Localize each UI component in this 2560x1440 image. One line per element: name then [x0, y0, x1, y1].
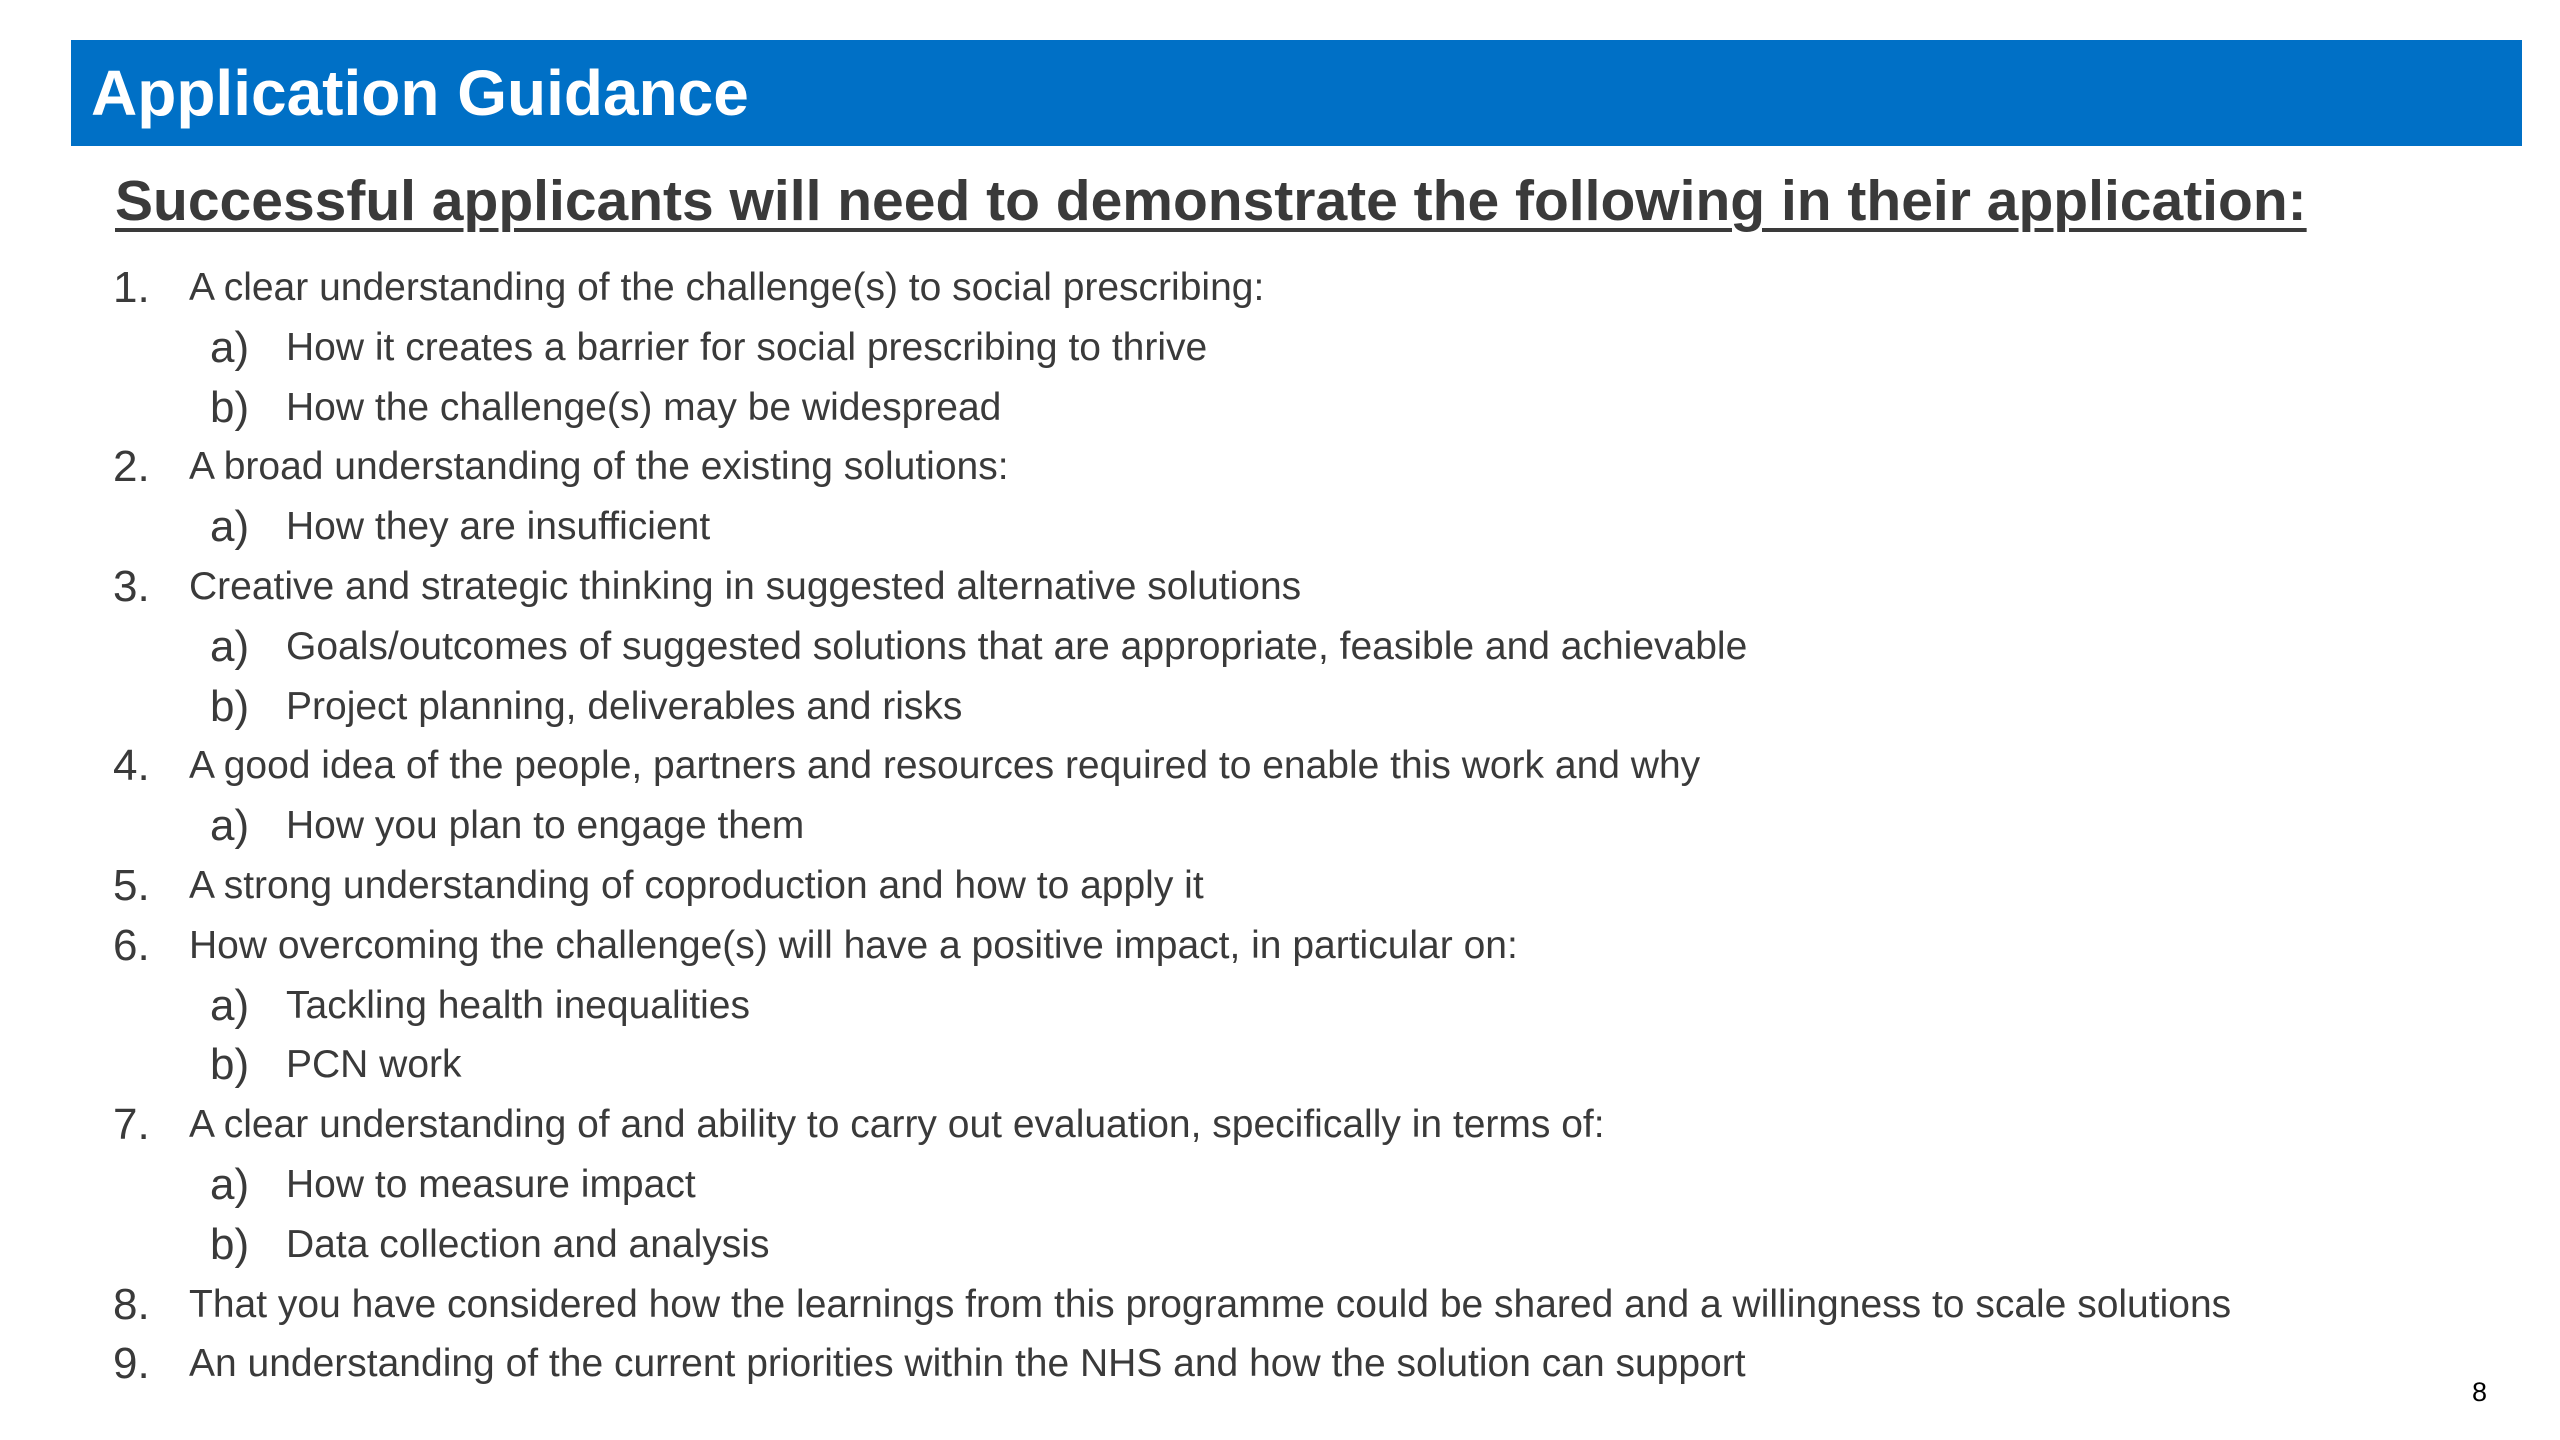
list-item — [113, 1275, 2493, 1335]
list-item-text: A clear understanding of the challenge(s) to social prescribing: — [189, 266, 1265, 309]
sub-list-item — [113, 378, 2493, 438]
list-item-text: PCN work — [286, 1043, 462, 1087]
list-item-marker: 5. — [113, 860, 150, 910]
list-item-text: A broad understanding of the existing solutions: — [189, 445, 1009, 489]
list-item-marker: 1. — [113, 263, 150, 312]
list-item-marker: 7. — [113, 1100, 150, 1150]
list-item-text: How to measure impact — [286, 1162, 696, 1206]
list-item-text: A strong understanding of coproduction and how to apply it — [189, 863, 1204, 907]
list-item-text: Data collection and analysis — [286, 1222, 770, 1266]
list-item — [113, 736, 2493, 796]
list-item-marker: 2. — [113, 442, 150, 492]
list-item-marker: 6. — [113, 920, 150, 970]
list-item-text: That you have considered how the learnings from this programme could be shared and a willingness to scale solutions — [189, 1282, 2232, 1326]
list-item — [113, 1095, 2493, 1155]
list-item-marker: a) — [210, 322, 250, 372]
page-number: 8 — [2472, 1377, 2488, 1407]
list-item-text: How you plan to engage them — [286, 804, 805, 848]
list-item-marker: a) — [210, 1159, 250, 1209]
list-item-text: Creative and strategic thinking in suggested alternative solutions — [189, 564, 1302, 608]
sub-list-item — [113, 617, 2493, 677]
sub-list-item — [113, 796, 2493, 856]
list-item-text: Goals/outcomes of suggested solutions that are appropriate, feasible and achievable — [286, 624, 1748, 668]
sub-list-item — [113, 976, 2493, 1036]
list-item — [113, 437, 2493, 497]
slide-subtitle: Successful applicants will need to demonstrate the following in their application: — [115, 169, 2307, 233]
list-item-text: An understanding of the current priorities within the NHS and how the solution can support — [189, 1342, 1746, 1386]
list-item-marker: 9. — [113, 1339, 150, 1389]
list-item-marker: b) — [210, 382, 250, 432]
list-item — [113, 916, 2493, 976]
list-item-marker: 8. — [113, 1279, 150, 1329]
list-item-text: How the challenge(s) may be widespread — [286, 385, 1002, 429]
list-item-marker: b) — [210, 1040, 250, 1090]
title-bar — [71, 40, 2522, 146]
list-item-marker: a) — [210, 502, 250, 552]
list-item-marker: 4. — [113, 741, 150, 791]
list-item-text: Tackling health inequalities — [286, 983, 750, 1027]
list-item-text: Project planning, deliverables and risks — [286, 684, 963, 728]
sub-list-item — [113, 677, 2493, 737]
list-item-marker: a) — [210, 801, 250, 851]
list-item-text: A good idea of the people, partners and resources required to enable this work and why — [189, 744, 1701, 788]
list-item-marker: a) — [210, 980, 250, 1030]
list-item-marker: b) — [210, 681, 250, 731]
sub-list-item — [113, 497, 2493, 557]
list-item-text: How it creates a barrier for social prescribing to thrive — [286, 325, 1208, 369]
list-item — [113, 557, 2493, 617]
guidance-list — [113, 258, 2493, 1394]
list-item-marker: 3. — [113, 561, 150, 611]
list-item-text: How they are insufficient — [286, 505, 711, 549]
list-item-marker: a) — [210, 621, 250, 671]
list-item — [113, 856, 2493, 916]
list-item-text: How overcoming the challenge(s) will have a positive impact, in particular on: — [189, 923, 1518, 967]
sub-list-item — [113, 318, 2493, 378]
list-item — [113, 258, 2493, 318]
list-item — [113, 1334, 2493, 1394]
slide-title: Application Guidance — [91, 57, 749, 129]
list-item-marker: b) — [210, 1219, 250, 1269]
list-item-text: A clear understanding of and ability to carry out evaluation, specifically in terms of: — [189, 1103, 1605, 1147]
sub-list-item — [113, 1155, 2493, 1215]
sub-list-item — [113, 1035, 2493, 1095]
sub-list-item — [113, 1215, 2493, 1275]
